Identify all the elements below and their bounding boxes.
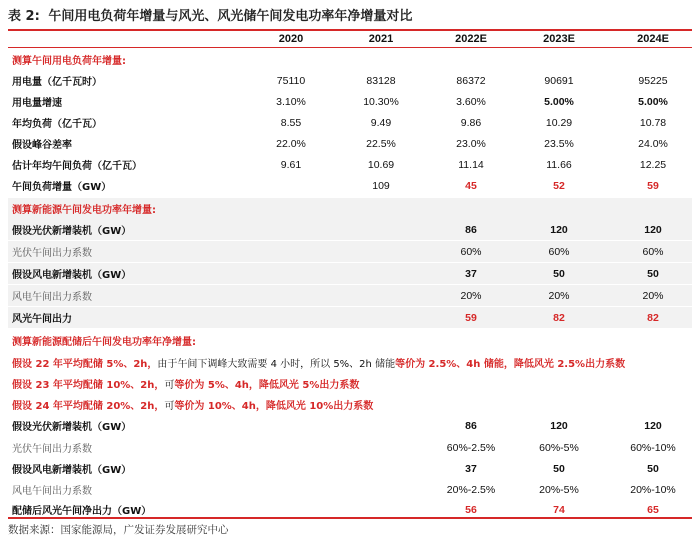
cell: 50 [553,267,565,280]
table-row [8,154,692,175]
cell: 74 [553,503,565,516]
assumption-note [8,394,692,415]
row-label: 用电量（亿千瓦时） [12,77,102,88]
note-text: 可 [164,380,175,391]
cell: 9.49 [370,116,392,129]
section-heading-load [8,49,692,70]
table-row [8,219,692,240]
cell: 5.00% [638,95,668,108]
row-label: 光伏午间出力系数 [12,248,92,259]
table-row [8,241,692,262]
section-heading-storage [8,330,692,351]
cell: 120 [550,223,568,236]
cell: 10.69 [367,158,395,171]
cell: 83128 [366,74,396,87]
cell: 60%-2.5% [446,441,496,454]
cell: 86 [465,223,477,236]
row-label: 假设风电新增装机（GW） [12,270,132,281]
table-row [8,458,692,479]
cell: 86372 [456,74,486,87]
cell: 37 [465,462,477,475]
row-label: 用电量增速 [12,98,62,109]
header-row [8,28,692,49]
cell: 22.0% [276,137,306,150]
cell: 120 [550,419,568,432]
cell: 60% [642,245,664,258]
row-label: 光伏午间出力系数 [12,444,92,455]
cell: 3.10% [276,95,306,108]
bottom-rule [8,517,692,519]
row-label: 假设峰谷差率 [12,140,72,151]
cell: 95225 [638,74,668,87]
row-label: 估计年均午间负荷（亿千瓦） [12,161,142,172]
cell: 22.5% [366,137,396,150]
note-highlight: 假设 22 年平均配储 5%、2h， [12,359,158,370]
note-highlight: 假设 23 年平均配储 10%、2h， [12,380,165,391]
cell: 24.0% [638,137,668,150]
row-label: 假设光伏新增装机（GW） [12,422,132,433]
cell: 5.00% [544,95,574,108]
table-row [8,285,692,306]
row-label: 假设风电新增装机（GW） [12,465,132,476]
note-highlight: 等价为 5%、4h，降低风光 5%出力系数 [174,380,360,391]
header-2021: 2021 [368,32,394,45]
cell: 9.86 [460,116,482,129]
note-text: 可 [164,401,175,412]
cell: 20% [642,289,664,302]
cell: 75110 [276,74,306,87]
cell: 9.61 [280,158,302,171]
cell: 82 [647,311,659,324]
cell: 90691 [544,74,574,87]
cell: 60% [460,245,482,258]
section-label: 测算新能源午间发电功率年增量: [12,205,156,216]
table-row [8,70,692,91]
table-row [8,112,692,133]
table-row [8,91,692,112]
section-label: 测算午间用电负荷年增量: [12,56,126,67]
note-highlight: 假设 24 年平均配储 20%、2h， [12,401,165,412]
cell: 120 [644,419,662,432]
table-row [8,133,692,154]
table-row [8,479,692,500]
section-label: 测算新能源配储后午间发电功率年净增量: [12,337,196,348]
cell: 59 [465,311,477,324]
cell: 23.0% [456,137,486,150]
table-row [8,437,692,458]
cell: 20% [460,289,482,302]
cell: 60% [548,245,570,258]
row-label: 风电午间出力系数 [12,486,92,497]
cell: 120 [644,223,662,236]
section-heading-renewables [8,198,692,219]
table-row [8,415,692,436]
row-label: 午间负荷增量（GW） [12,182,112,193]
cell: 10.30% [363,95,399,108]
cell: 65 [647,503,659,516]
assumption-note [8,352,692,373]
cell: 86 [465,419,477,432]
table-title [8,6,412,28]
header-2022e: 2022E [455,32,487,45]
cell: 37 [465,267,477,280]
cell: 10.78 [639,116,667,129]
data-source-note: 数据来源：国家能源局，广发证券发展研究中心 [8,524,229,536]
assumption-note [8,373,692,394]
cell: 20% [548,289,570,302]
cell: 20%-5% [539,483,579,496]
table-number: 表 2: [8,9,40,24]
cell: 10.29 [545,116,573,129]
cell: 109 [372,179,390,192]
cell: 52 [553,179,565,192]
cell: 20%-10% [630,483,676,496]
note-highlight: 等价为 2.5%、4h 储能，降低风光 2.5%出力系数 [395,359,626,370]
cell: 45 [465,179,477,192]
cell: 50 [647,267,659,280]
cell: 8.55 [280,116,302,129]
row-label: 年均负荷（亿千瓦） [12,119,102,130]
row-label: 假设光伏新增装机（GW） [12,226,132,237]
note-text: 由于午间下调峰大致需要 4 小时，所以 5%、2h 储能 [157,359,396,370]
row-label: 风电午间出力系数 [12,292,92,303]
cell: 60%-5% [539,441,579,454]
note-highlight: 等价为 10%、4h，降低风光 10%出力系数 [174,401,374,412]
table-row [8,307,692,328]
cell: 3.60% [456,95,486,108]
cell: 20%-2.5% [446,483,496,496]
cell: 59 [647,179,659,192]
header-2020: 2020 [278,32,304,45]
cell: 12.25 [639,158,667,171]
cell: 56 [465,503,477,516]
row-label: 风光午间出力 [12,314,72,325]
cell: 50 [553,462,565,475]
cell: 11.66 [546,158,572,171]
header-2023e: 2023E [543,32,575,45]
header-2024e: 2024E [637,32,669,45]
table-row [8,263,692,284]
cell: 50 [647,462,659,475]
row-label: 配储后风光午间净出力（GW） [12,506,152,517]
table-caption: 午间用电负荷年增量与风光、风光储午间发电功率年净增量对比 [48,9,413,24]
header-rule [8,47,692,48]
cell: 11.14 [458,158,484,171]
table-row [8,175,692,196]
cell: 82 [553,311,565,324]
cell: 60%-10% [630,441,676,454]
cell: 23.5% [544,137,574,150]
